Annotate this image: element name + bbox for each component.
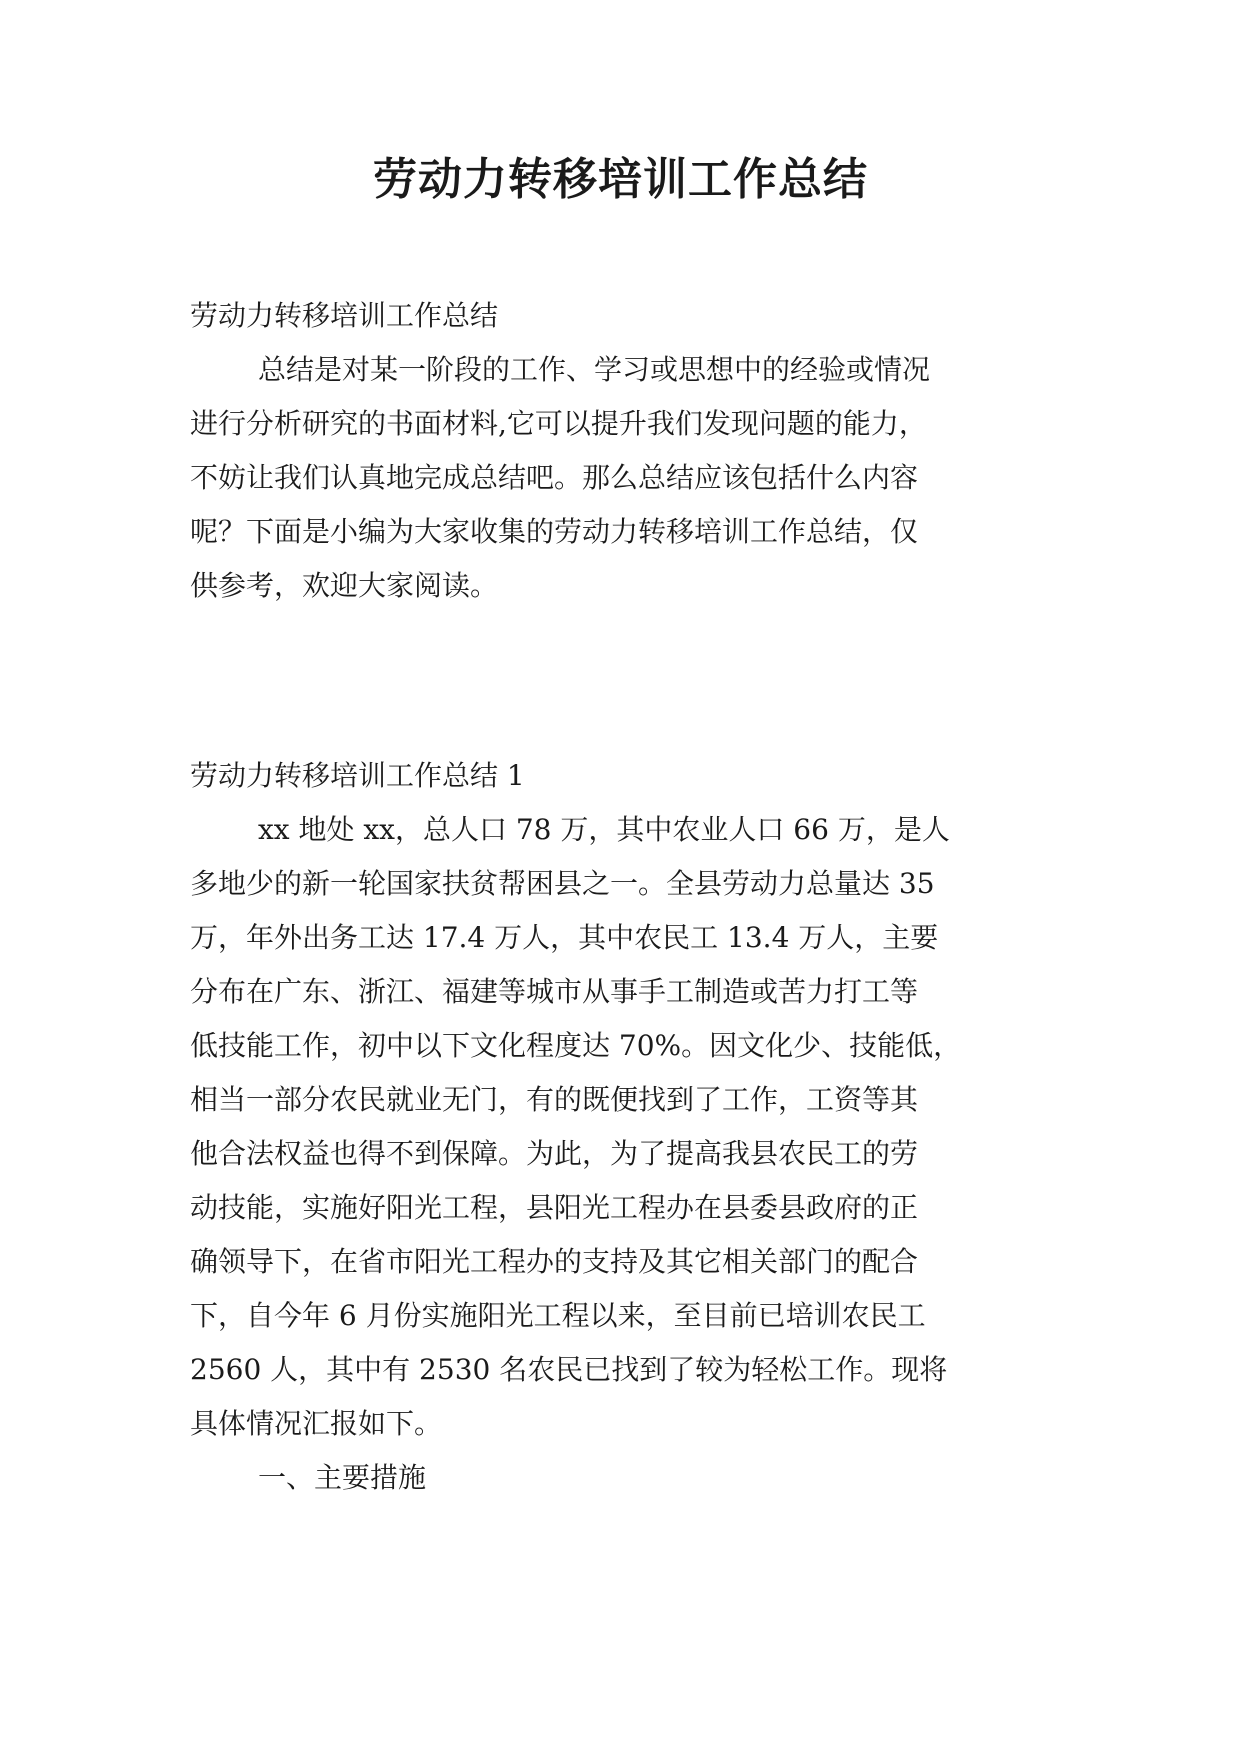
document-title: 劳动力转移培训工作总结: [373, 154, 868, 205]
body-line: 确领导下，在省市阳光工程办的支持及其它相关部门的配合: [190, 1245, 919, 1278]
body-line: 具体情况汇报如下。: [190, 1407, 443, 1440]
body-line: 多地少的新一轮国家扶贫帮困县之一。全县劳动力总量达 35: [190, 867, 935, 900]
intro-line: 不妨让我们认真地完成总结吧。那么总结应该包括什么内容: [190, 461, 919, 494]
intro-line: 进行分析研究的书面材料,它可以提升我们发现问题的能力，: [190, 407, 927, 440]
body-line: 动技能，实施好阳光工程，县阳光工程办在县委县政府的正: [190, 1191, 919, 1224]
intro-line: 呢？下面是小编为大家收集的劳动力转移培训工作总结，仅: [190, 515, 919, 548]
document-subtitle: 劳动力转移培训工作总结: [190, 299, 499, 332]
intro-line: 供参考，欢迎大家阅读。: [190, 569, 499, 602]
section-heading: 劳动力转移培训工作总结 1: [190, 759, 525, 792]
intro-line: 总结是对某一阶段的工作、学习或思想中的经验或情况: [258, 353, 931, 386]
body-line: xx 地处 xx，总人口 78 万，其中农业人口 66 万，是人: [258, 813, 950, 846]
body-line: 相当一部分农民就业无门，有的既便找到了工作，工资等其: [190, 1083, 919, 1116]
subheading: 一、主要措施: [258, 1461, 427, 1494]
body-line: 2560 人，其中有 2530 名农民已找到了较为轻松工作。现将: [190, 1353, 948, 1386]
body-line: 分布在广东、浙江、福建等城市从事手工制造或苦力打工等: [190, 975, 919, 1008]
body-line: 他合法权益也得不到保障。为此，为了提高我县农民工的劳: [190, 1137, 919, 1170]
body-line: 低技能工作，初中以下文化程度达 70%。因文化少、技能低，: [190, 1029, 962, 1062]
body-line: 下，自今年 6 月份实施阳光工程以来，至目前已培训农民工: [190, 1299, 926, 1332]
body-line: 万，年外出务工达 17.4 万人，其中农民工 13.4 万人，主要: [190, 921, 939, 954]
